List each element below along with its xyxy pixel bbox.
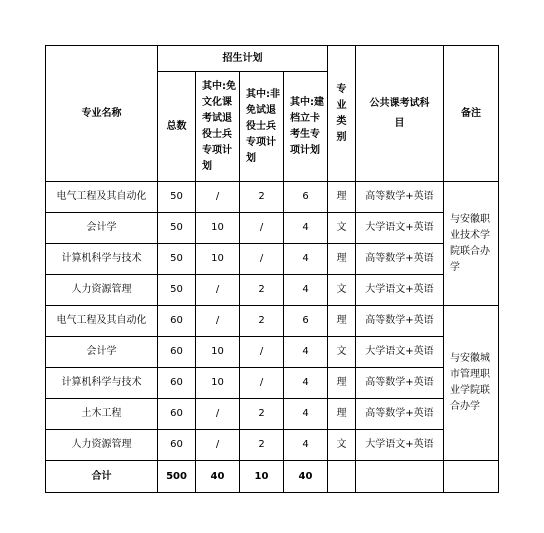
card-cell: 6 (284, 182, 328, 213)
table-row (46, 275, 499, 306)
remark-cell: 与安徽城市管理职业学院联合办学 (444, 306, 499, 461)
header-nonexempt: 其中:非免试退役士兵专项计划 (240, 72, 284, 182)
exempt-cell: 10 (196, 213, 240, 244)
header-exempt: 其中:免文化课考试退役士兵专项计划 (196, 72, 240, 182)
category-cell: 理 (328, 399, 356, 430)
total-cell: 60 (158, 337, 196, 368)
total-cell: 60 (158, 430, 196, 461)
exempt-cell: 10 (196, 244, 240, 275)
card-cell: 4 (284, 244, 328, 275)
subjects-cell: 高等数学+英语 (356, 306, 444, 337)
total-cell: 50 (158, 213, 196, 244)
exempt-cell: 10 (196, 368, 240, 399)
major-cell: 电气工程及其自动化 (46, 182, 158, 213)
table-row (46, 337, 499, 368)
major-cell: 人力资源管理 (46, 275, 158, 306)
header-category: 专业类别 (328, 46, 356, 182)
subjects-cell: 高等数学+英语 (356, 399, 444, 430)
total-cell: 50 (158, 182, 196, 213)
card-cell: 4 (284, 368, 328, 399)
total-category-empty (328, 461, 356, 493)
category-cell: 理 (328, 306, 356, 337)
major-cell: 计算机科学与技术 (46, 368, 158, 399)
nonexempt-cell: / (240, 244, 284, 275)
remark-cell: 与安徽职业技术学院联合办学 (444, 182, 499, 306)
header-subjects: 公共课考试科目 (356, 46, 444, 182)
card-cell: 4 (284, 399, 328, 430)
exempt-cell: 10 (196, 337, 240, 368)
category-cell: 理 (328, 244, 356, 275)
subjects-cell: 大学语文+英语 (356, 337, 444, 368)
major-cell: 土木工程 (46, 399, 158, 430)
subjects-cell: 高等数学+英语 (356, 244, 444, 275)
total-cell: 50 (158, 275, 196, 306)
major-cell: 计算机科学与技术 (46, 244, 158, 275)
total-cell: 60 (158, 399, 196, 430)
table-row (46, 399, 499, 430)
card-cell: 4 (284, 213, 328, 244)
nonexempt-cell: / (240, 337, 284, 368)
header-remark: 备注 (444, 46, 499, 182)
category-cell: 理 (328, 368, 356, 399)
exempt-cell: / (196, 430, 240, 461)
category-cell: 理 (328, 182, 356, 213)
table-row (46, 213, 499, 244)
total-cell: 50 (158, 244, 196, 275)
exempt-cell: / (196, 275, 240, 306)
nonexempt-cell: 2 (240, 275, 284, 306)
total-cell: 60 (158, 306, 196, 337)
card-cell: 4 (284, 337, 328, 368)
table-row (46, 306, 499, 337)
major-cell: 人力资源管理 (46, 430, 158, 461)
major-cell: 电气工程及其自动化 (46, 306, 158, 337)
major-cell: 会计学 (46, 213, 158, 244)
card-cell: 6 (284, 306, 328, 337)
category-cell: 文 (328, 213, 356, 244)
nonexempt-cell: 2 (240, 182, 284, 213)
total-count: 500 (158, 461, 196, 493)
total-cell: 60 (158, 368, 196, 399)
table-row (46, 182, 499, 213)
subjects-cell: 大学语文+英语 (356, 275, 444, 306)
nonexempt-cell: 2 (240, 430, 284, 461)
table-row (46, 244, 499, 275)
enrollment-plan-table (45, 45, 499, 493)
exempt-cell: / (196, 306, 240, 337)
major-cell: 会计学 (46, 337, 158, 368)
nonexempt-cell: 2 (240, 306, 284, 337)
total-exempt: 40 (196, 461, 240, 493)
subjects-cell: 高等数学+英语 (356, 368, 444, 399)
total-nonexempt: 10 (240, 461, 284, 493)
subjects-cell: 高等数学+英语 (356, 182, 444, 213)
total-subjects-empty (356, 461, 444, 493)
nonexempt-cell: / (240, 368, 284, 399)
exempt-cell: / (196, 399, 240, 430)
category-cell: 文 (328, 430, 356, 461)
table-row (46, 430, 499, 461)
card-cell: 4 (284, 430, 328, 461)
subjects-cell: 大学语文+英语 (356, 430, 444, 461)
header-total: 总数 (158, 72, 196, 182)
total-label: 合计 (46, 461, 158, 493)
exempt-cell: / (196, 182, 240, 213)
table-row (46, 368, 499, 399)
header-major: 专业名称 (46, 46, 158, 182)
total-remark-empty (444, 461, 499, 493)
total-card: 40 (284, 461, 328, 493)
category-cell: 文 (328, 337, 356, 368)
header-plan: 招生计划 (158, 46, 328, 72)
nonexempt-cell: / (240, 213, 284, 244)
card-cell: 4 (284, 275, 328, 306)
subjects-cell: 大学语文+英语 (356, 213, 444, 244)
category-cell: 文 (328, 275, 356, 306)
nonexempt-cell: 2 (240, 399, 284, 430)
header-card: 其中:建档立卡考生专项计划 (284, 72, 328, 182)
